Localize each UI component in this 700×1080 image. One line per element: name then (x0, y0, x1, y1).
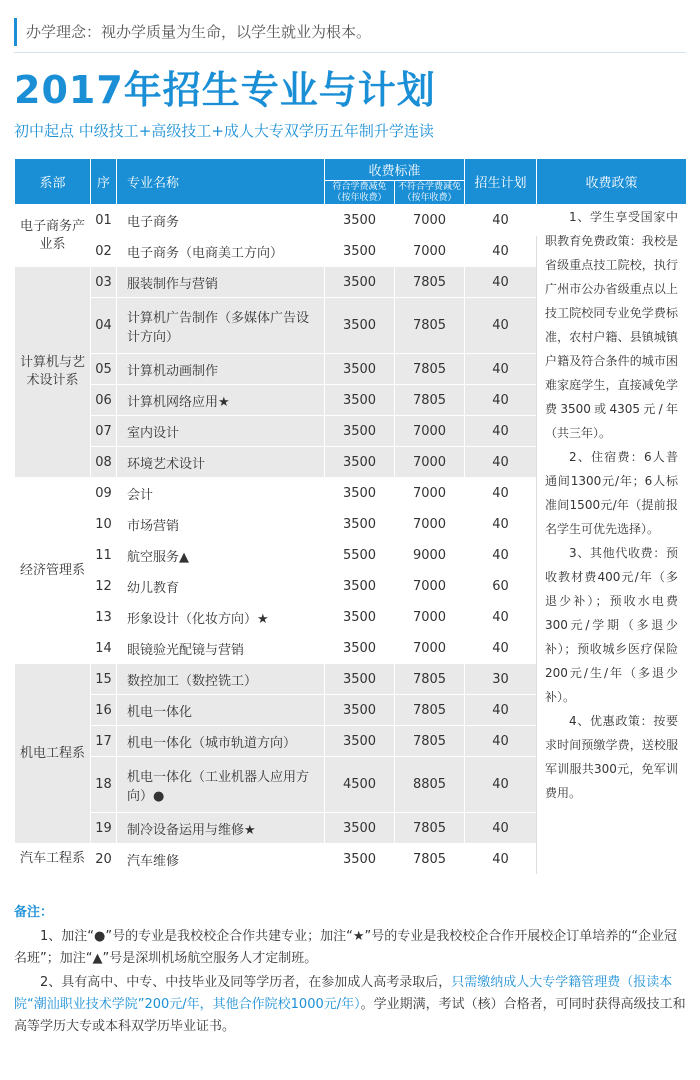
major-name-cell: 机电一体化 (117, 695, 325, 726)
page-title: 2017年招生专业与计划 (14, 68, 436, 112)
major-name-cell: 形象设计（化妆方向）★ (117, 602, 325, 633)
seq-cell: 11 (91, 540, 117, 571)
policy-paragraph: 3、其他代收费：预收教材费400元/年（多退少补）；预收水电费300元/学期（多退少补）；预收城乡医疗保险200元/生/年（多退少补）。 (545, 546, 679, 704)
department-cell: 计算机与艺术设计系 (15, 267, 91, 478)
seq-cell: 13 (91, 602, 117, 633)
fee-b-cell: 7805 (395, 726, 465, 757)
major-name-cell: 市场营销 (117, 509, 325, 540)
quota-cell: 40 (465, 757, 537, 813)
major-name-cell: 计算机动画制作 (117, 354, 325, 385)
page-subtitle: 初中起点 中级技工+高级技工+成人大专双学历五年制升学连读 (14, 122, 434, 140)
fee-a-cell: 3500 (325, 416, 395, 447)
major-name-cell: 服装制作与营销 (117, 267, 325, 298)
department-cell: 汽车工程系 (15, 844, 91, 875)
seq-cell: 02 (91, 236, 117, 267)
seq-cell: 20 (91, 844, 117, 875)
seq-cell: 12 (91, 571, 117, 602)
header-policy: 收费政策 (537, 159, 687, 205)
quota-cell: 40 (465, 633, 537, 664)
quota-cell: 40 (465, 695, 537, 726)
seq-cell: 18 (91, 757, 117, 813)
fee-a-cell: 3500 (325, 844, 395, 875)
fee-a-cell: 3500 (325, 236, 395, 267)
quota-cell: 40 (465, 416, 537, 447)
fee-a-cell: 3500 (325, 571, 395, 602)
fee-b-cell: 7805 (395, 298, 465, 354)
fee-a-cell: 3500 (325, 205, 395, 236)
quota-cell: 40 (465, 205, 537, 236)
table-row (15, 205, 687, 236)
quota-cell: 30 (465, 664, 537, 695)
enrollment-plan-table (14, 158, 687, 875)
quota-cell: 40 (465, 478, 537, 509)
seq-cell: 10 (91, 509, 117, 540)
seq-cell: 14 (91, 633, 117, 664)
fee-b-cell: 7805 (395, 385, 465, 416)
fee-b-cell: 7000 (395, 416, 465, 447)
quota-cell: 40 (465, 726, 537, 757)
notes-section (14, 902, 686, 1040)
fee-b-cell: 7000 (395, 236, 465, 267)
major-name-cell: 眼镜验光配镜与营销 (117, 633, 325, 664)
fee-a-cell: 4500 (325, 757, 395, 813)
quota-cell: 40 (465, 385, 537, 416)
major-name-cell: 环境艺术设计 (117, 447, 325, 478)
policy-paragraph: 2、住宿费：6人普通间1300元/年；6人标准间1500元/年（提前报名学生可优先选择）。 (545, 450, 679, 536)
quota-cell: 40 (465, 447, 537, 478)
quota-cell: 40 (465, 540, 537, 571)
header-seq: 序 (91, 159, 117, 205)
fee-b-cell: 9000 (395, 540, 465, 571)
fee-b-cell: 7805 (395, 267, 465, 298)
quota-cell: 40 (465, 267, 537, 298)
major-name-cell: 室内设计 (117, 416, 325, 447)
fee-a-cell: 3500 (325, 354, 395, 385)
major-name-cell: 会计 (117, 478, 325, 509)
fee-b-cell: 7805 (395, 813, 465, 844)
header-major: 专业名称 (117, 159, 325, 205)
fee-b-cell: 7805 (395, 844, 465, 875)
major-name-cell: 机电一体化（城市轨道方向） (117, 726, 325, 757)
header-fee: 收费标准 (325, 159, 465, 181)
quota-cell: 40 (465, 354, 537, 385)
fee-b-cell: 7000 (395, 602, 465, 633)
fee-b-cell: 8805 (395, 757, 465, 813)
seq-cell: 07 (91, 416, 117, 447)
fee-b-cell: 7000 (395, 447, 465, 478)
fee-a-cell: 3500 (325, 695, 395, 726)
major-name-cell: 汽车维修 (117, 844, 325, 875)
policy-paragraph: 4、优惠政策：按要求时间预缴学费，送校服军训服共300元，免军训费用。 (545, 714, 679, 800)
note-2-highlight: 只需缴纳成人大专学籍管理费（报读本院“潮汕职业技术学院”200元/年，其他合作院校1000元/年） (14, 975, 673, 1012)
header-fee-a: 符合学费减免（按年收费） (332, 181, 387, 203)
table-body (15, 205, 687, 875)
seq-cell: 16 (91, 695, 117, 726)
major-name-cell: 机电一体化（工业机器人应用方向）● (117, 757, 325, 813)
department-cell: 机电工程系 (15, 664, 91, 844)
fee-b-cell: 7805 (395, 664, 465, 695)
fee-a-cell: 3500 (325, 664, 395, 695)
quota-cell: 40 (465, 602, 537, 633)
fee-policy-cell (537, 205, 687, 875)
note-2 (14, 972, 686, 1038)
fee-a-cell: 3500 (325, 447, 395, 478)
quota-cell: 40 (465, 509, 537, 540)
department-cell: 经济管理系 (15, 478, 91, 664)
header-quota: 招生计划 (465, 159, 537, 205)
quota-cell: 40 (465, 813, 537, 844)
fee-a-cell: 3500 (325, 726, 395, 757)
major-name-cell: 制冷设备运用与维修★ (117, 813, 325, 844)
note-1: 1、加注“●”号的专业是我校校企合作共建专业；加注“★”号的专业是我校校企合作开展校企订单培养的“企业冠名班”；加注“▲”号是深圳机场航空服务人才定制班。 (14, 929, 677, 966)
header-fee-b: 不符合学费减免（按年收费） (398, 181, 462, 203)
major-name-cell: 计算机网络应用★ (117, 385, 325, 416)
fee-b-cell: 7000 (395, 509, 465, 540)
note-2-c: 。学业期满，考试（核）合格者，可同时获得高级技工和高等学历大专或本科双学历毕业证书。 (14, 997, 686, 1034)
fee-a-cell: 3500 (325, 813, 395, 844)
department-cell: 电子商务产业系 (15, 205, 91, 267)
major-name-cell: 航空服务▲ (117, 540, 325, 571)
fee-b-cell: 7000 (395, 633, 465, 664)
seq-cell: 06 (91, 385, 117, 416)
quota-cell: 40 (465, 844, 537, 875)
seq-cell: 15 (91, 664, 117, 695)
major-name-cell: 数控加工（数控铣工） (117, 664, 325, 695)
fee-b-cell: 7000 (395, 205, 465, 236)
seq-cell: 19 (91, 813, 117, 844)
major-name-cell: 计算机广告制作（多媒体广告设计方向） (117, 298, 325, 354)
fee-b-cell: 7805 (395, 354, 465, 385)
notes-label: 备注： (14, 905, 54, 920)
seq-cell: 05 (91, 354, 117, 385)
fee-a-cell: 3500 (325, 478, 395, 509)
fee-a-cell: 3500 (325, 267, 395, 298)
quota-cell: 60 (465, 571, 537, 602)
quota-cell: 40 (465, 298, 537, 354)
major-name-cell: 电子商务 (117, 205, 325, 236)
fee-b-cell: 7000 (395, 478, 465, 509)
seq-cell: 04 (91, 298, 117, 354)
major-name-cell: 幼儿教育 (117, 571, 325, 602)
fee-b-cell: 7000 (395, 571, 465, 602)
quota-cell: 40 (465, 236, 537, 267)
motto-divider (14, 52, 686, 53)
school-motto: 办学理念：视办学质量为生命，以学生就业为根本。 (14, 18, 371, 46)
seq-cell: 17 (91, 726, 117, 757)
seq-cell: 03 (91, 267, 117, 298)
policy-paragraph: 1、学生享受国家中职教育免费政策：我校是省级重点技工院校，执行广州市公办省级重点以上技工院校同专业免学费标准，农村户籍、县镇城镇户籍及符合条件的城市困难家庭学生，直接减免学费3500或4305元/年（共三年）。 (545, 210, 679, 440)
fee-a-cell: 3500 (325, 385, 395, 416)
fee-a-cell: 3500 (325, 298, 395, 354)
major-name-cell: 电子商务（电商美工方向） (117, 236, 325, 267)
fee-b-cell: 7805 (395, 695, 465, 726)
seq-cell: 01 (91, 205, 117, 236)
fee-a-cell: 3500 (325, 602, 395, 633)
seq-cell: 08 (91, 447, 117, 478)
header-dept: 系部 (15, 159, 91, 205)
seq-cell: 09 (91, 478, 117, 509)
fee-a-cell: 5500 (325, 540, 395, 571)
note-2-a: 2、具有高中、中专、中技毕业及同等学历者，在参加成人高考录取后， (40, 975, 452, 990)
fee-a-cell: 3500 (325, 633, 395, 664)
fee-a-cell: 3500 (325, 509, 395, 540)
